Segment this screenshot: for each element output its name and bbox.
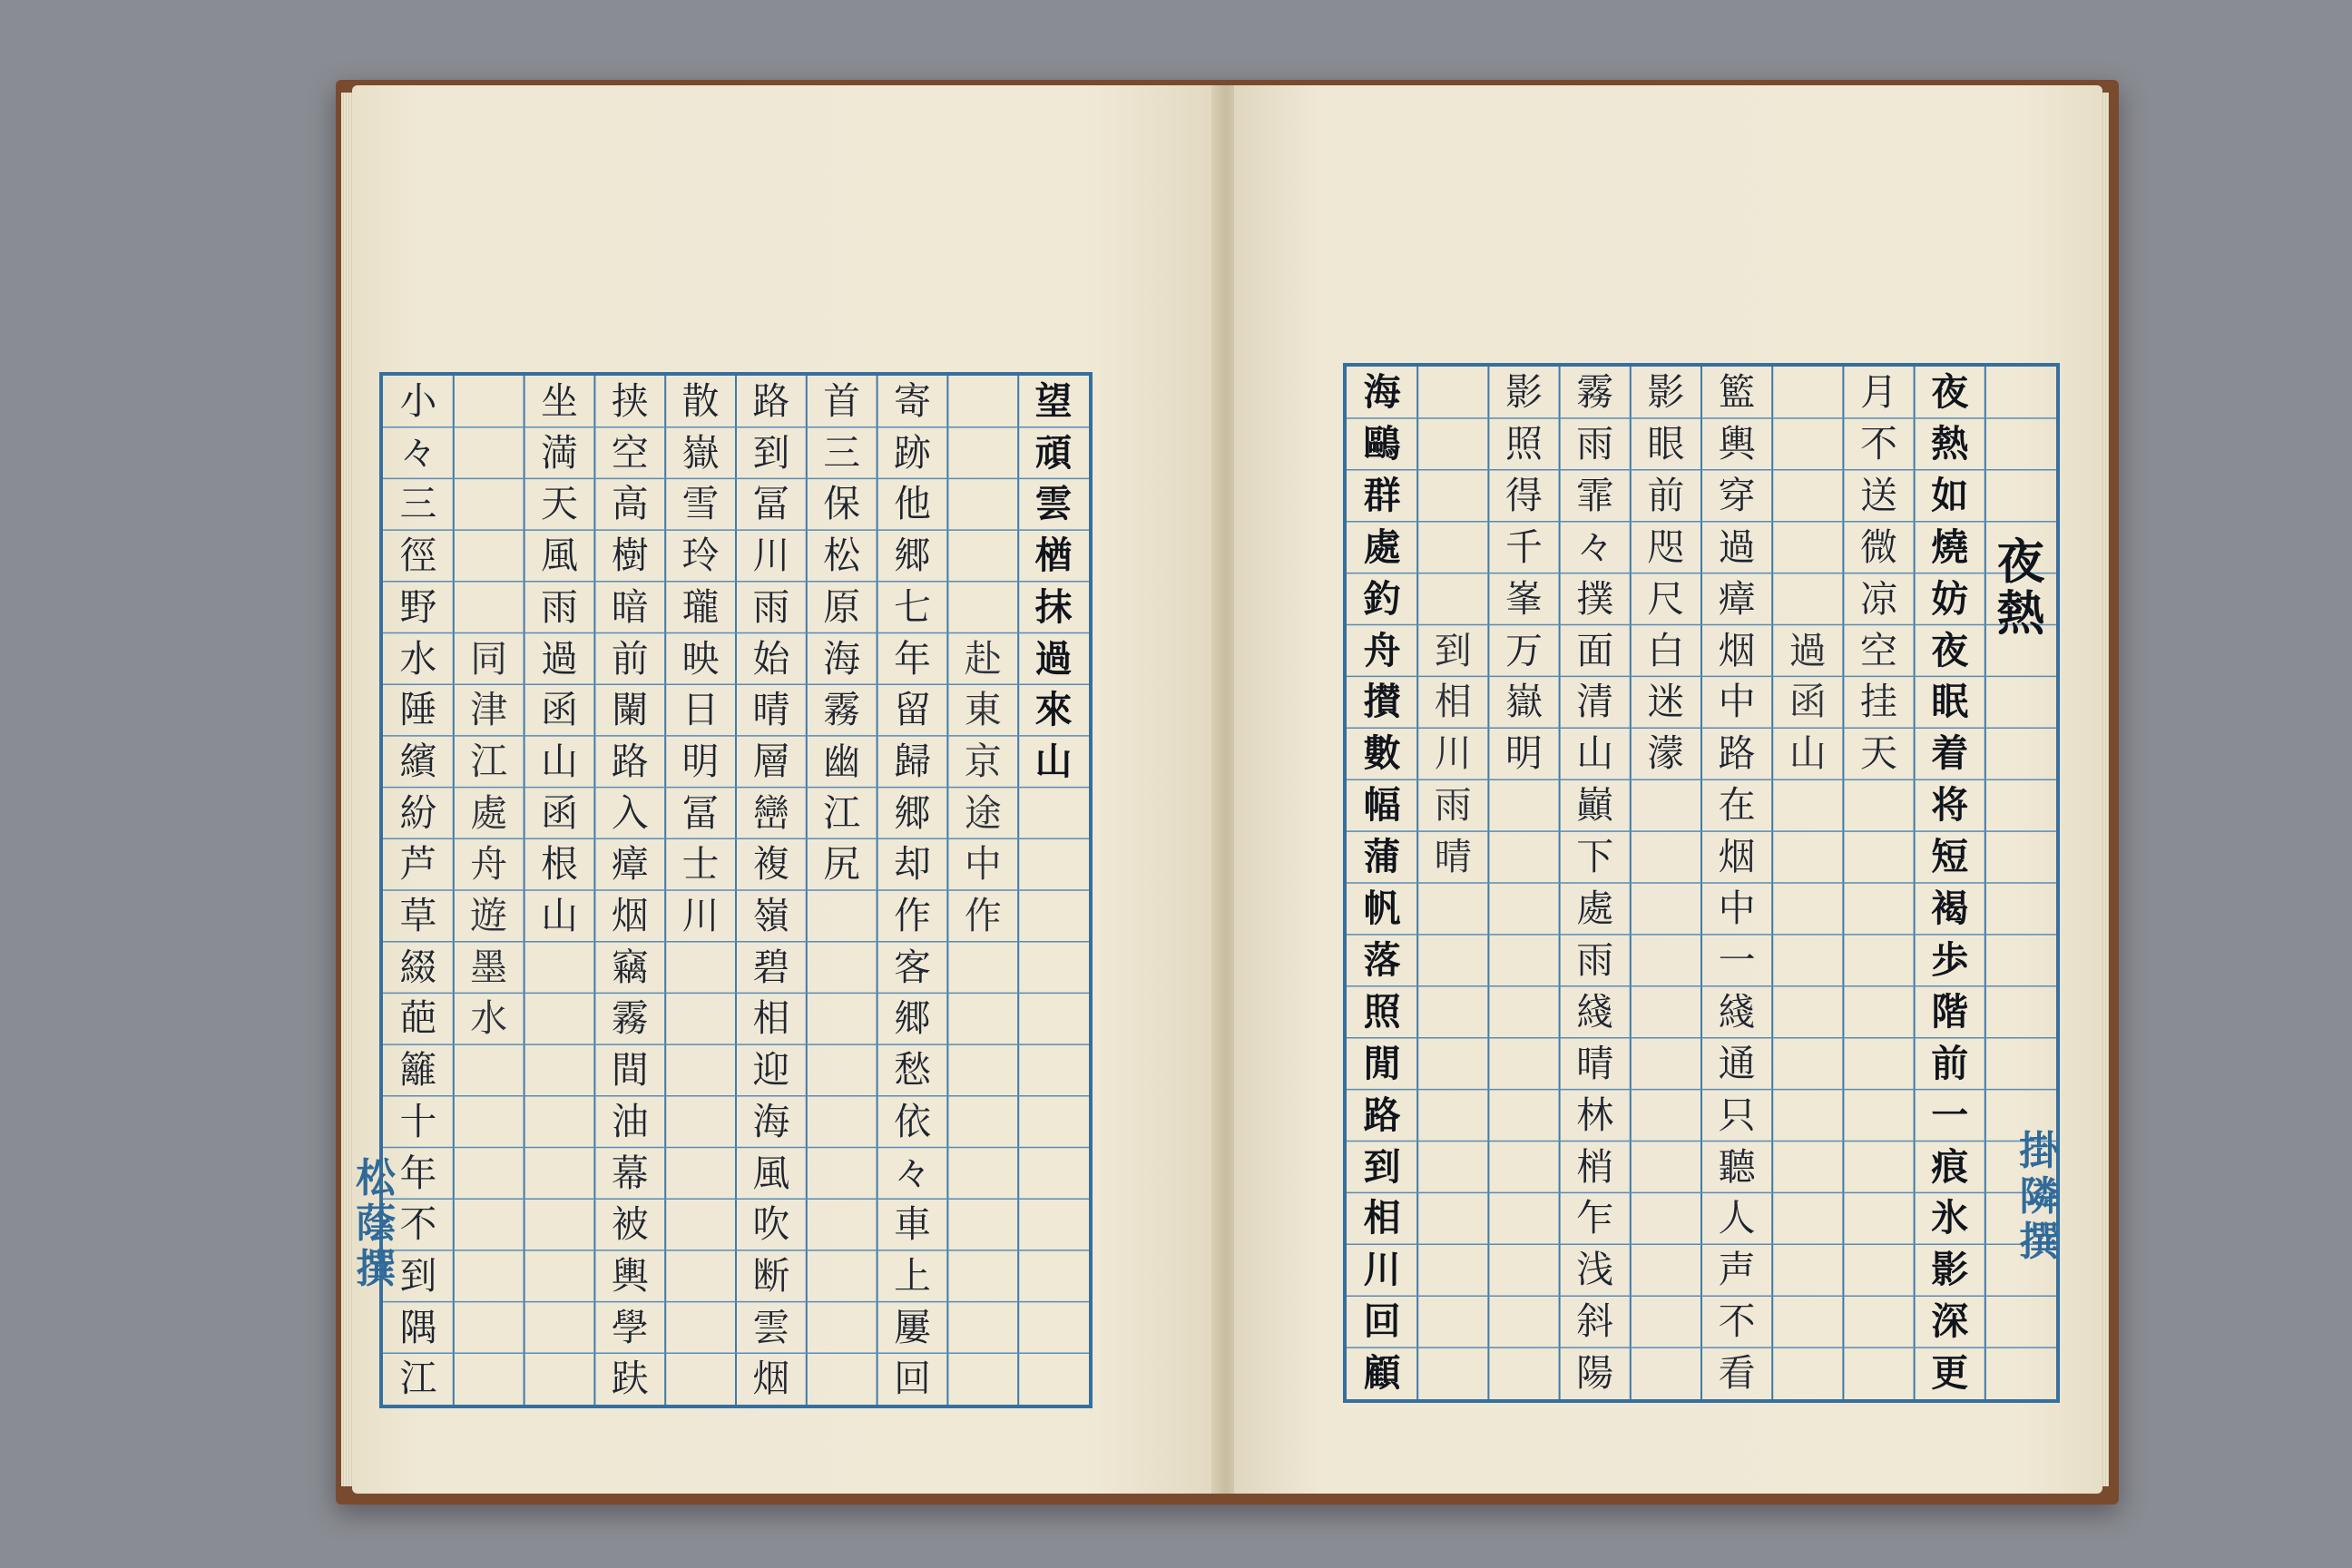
text-char: 到 xyxy=(399,1253,437,1298)
text-char: 瓏 xyxy=(681,584,720,629)
side-label-char: 撰 xyxy=(2019,1219,2059,1265)
text-char: 迷 xyxy=(1647,680,1685,724)
text-char: 年 xyxy=(399,1151,437,1195)
side-label-char: 蔭 xyxy=(356,1200,396,1247)
text-char: 京 xyxy=(964,739,1002,783)
text-char: 氷 xyxy=(1931,1196,1969,1240)
text-char: 冨 xyxy=(752,482,790,526)
text-char: 落 xyxy=(1363,937,1401,982)
text-char: 鷗 xyxy=(1363,421,1401,466)
text-char: 始 xyxy=(752,636,790,681)
text-char: 眼 xyxy=(1647,421,1685,466)
text-char: 野 xyxy=(399,584,437,629)
text-char: 綫 xyxy=(1576,989,1614,1034)
text-char: 看 xyxy=(1718,1351,1756,1396)
text-column xyxy=(1772,367,1843,1399)
text-char: 影 xyxy=(1505,370,1543,414)
text-char: 如 xyxy=(1931,473,1969,517)
text-char: 複 xyxy=(752,842,790,887)
text-char: 原 xyxy=(823,584,861,629)
text-char: 上 xyxy=(894,1253,931,1298)
text-char: 深 xyxy=(1931,1299,1969,1344)
text-char: 天 xyxy=(541,482,578,526)
text-char: 晴 xyxy=(1434,835,1472,879)
text-char: 雪 xyxy=(681,482,720,526)
text-char: 回 xyxy=(1363,1299,1401,1344)
text-column xyxy=(1347,367,1417,1399)
text-char: 歩 xyxy=(1931,937,1969,982)
text-char: 作 xyxy=(894,894,931,937)
text-char: 乍 xyxy=(1576,1196,1614,1240)
text-char: 万 xyxy=(1505,628,1543,672)
text-char: 巒 xyxy=(752,790,790,835)
left-page xyxy=(352,85,1217,1494)
text-column xyxy=(1701,367,1772,1399)
text-char: 津 xyxy=(470,688,508,732)
text-char: 作 xyxy=(964,894,1002,937)
text-char: 舟 xyxy=(1363,628,1401,672)
text-char: 不 xyxy=(1718,1299,1756,1344)
text-char: 首 xyxy=(823,379,861,423)
text-char: 屢 xyxy=(894,1305,931,1349)
text-char: 風 xyxy=(541,534,578,578)
text-char: 更 xyxy=(1931,1351,1969,1396)
text-char: 穿 xyxy=(1718,473,1756,517)
text-char: 褐 xyxy=(1931,887,1969,930)
text-char: 前 xyxy=(611,636,649,681)
text-char: 三 xyxy=(823,430,861,475)
text-char: 帆 xyxy=(1363,887,1401,930)
text-char: 下 xyxy=(1576,835,1614,879)
text-char: 日 xyxy=(681,688,720,732)
text-char: 松 xyxy=(823,534,861,578)
text-char: 雨 xyxy=(1576,421,1614,466)
text-char: 陲 xyxy=(399,688,437,732)
text-char: 照 xyxy=(1505,421,1543,466)
text-char: 夜 xyxy=(1931,628,1969,672)
left-text-grid xyxy=(379,372,1093,1408)
text-char: 間 xyxy=(611,1048,649,1093)
text-char: 挟 xyxy=(611,379,649,423)
left-page-side-label xyxy=(356,1156,396,1292)
text-char: 群 xyxy=(1363,473,1401,517)
text-char: 水 xyxy=(399,636,437,681)
text-char: 送 xyxy=(1860,473,1897,517)
text-char: 撲 xyxy=(1576,576,1614,621)
text-char: 痕 xyxy=(1931,1144,1969,1189)
text-char: 高 xyxy=(611,482,649,526)
text-char: 海 xyxy=(1363,370,1401,414)
text-char: 川 xyxy=(1434,731,1472,776)
text-char: 攅 xyxy=(1363,680,1401,724)
text-char: 通 xyxy=(1718,1041,1756,1085)
text-char: 映 xyxy=(681,636,720,681)
text-char: 車 xyxy=(894,1202,931,1247)
text-char: 層 xyxy=(752,739,790,783)
text-char: 遊 xyxy=(470,894,508,937)
text-char: 闌 xyxy=(611,688,649,732)
text-column xyxy=(1488,367,1559,1399)
text-char: 途 xyxy=(964,790,1002,835)
text-char: 路 xyxy=(611,739,649,783)
text-char: 中 xyxy=(964,842,1002,887)
text-char: 雲 xyxy=(1034,482,1073,526)
text-column xyxy=(454,376,524,1405)
text-char: 雲 xyxy=(752,1305,790,1349)
text-char: 閒 xyxy=(1363,1041,1401,1085)
text-char: 望 xyxy=(1034,379,1073,423)
text-char: 風 xyxy=(752,1151,790,1195)
text-char: 着 xyxy=(1931,731,1969,776)
text-char: 十 xyxy=(399,1099,437,1143)
text-char: 天 xyxy=(1860,731,1897,776)
text-char: 夜 xyxy=(1931,370,1969,414)
text-char: 留 xyxy=(894,688,931,732)
text-char: 川 xyxy=(681,894,720,937)
text-char: 草 xyxy=(399,894,437,937)
text-char: 同 xyxy=(470,636,508,681)
text-char: 江 xyxy=(823,790,861,835)
text-char: 散 xyxy=(681,379,720,423)
text-char: 前 xyxy=(1931,1041,1969,1085)
text-char: 綴 xyxy=(399,945,437,989)
text-char: 過 xyxy=(1718,524,1756,569)
text-char: 輿 xyxy=(611,1253,649,1298)
text-char: 過 xyxy=(1788,628,1827,672)
text-char: 東 xyxy=(964,688,1002,732)
text-char: 空 xyxy=(1860,628,1897,672)
text-char: 山 xyxy=(1576,731,1614,776)
text-char: 抹 xyxy=(1034,584,1073,629)
text-char: 不 xyxy=(399,1202,437,1247)
text-char: 一 xyxy=(1931,1093,1969,1137)
text-char: 江 xyxy=(470,739,508,783)
text-char: 晴 xyxy=(752,688,790,732)
text-char: 客 xyxy=(894,945,931,989)
text-char: 釣 xyxy=(1363,576,1401,621)
text-column xyxy=(877,376,948,1405)
text-char: 人 xyxy=(1718,1196,1756,1240)
text-char: 愁 xyxy=(894,1048,931,1093)
text-char: 籃 xyxy=(1718,370,1756,414)
text-char: 到 xyxy=(752,430,790,475)
text-char: 來 xyxy=(1034,688,1073,732)
text-char: 坐 xyxy=(541,379,578,423)
text-char: 燒 xyxy=(1931,524,1969,569)
text-char: 芦 xyxy=(399,842,437,887)
text-char: 却 xyxy=(894,842,931,887)
text-char: 面 xyxy=(1576,628,1614,672)
text-char: 被 xyxy=(611,1202,649,1247)
text-char: 玲 xyxy=(681,534,720,578)
text-char: 峯 xyxy=(1505,576,1543,621)
text-char: 士 xyxy=(681,842,720,887)
text-char: 川 xyxy=(1363,1248,1401,1292)
text-char: 咫 xyxy=(1647,524,1685,569)
text-char: 々 xyxy=(399,430,437,475)
text-char: 油 xyxy=(611,1099,649,1143)
text-char: 輿 xyxy=(1718,421,1756,466)
text-column xyxy=(524,376,595,1405)
text-char: 竊 xyxy=(611,945,649,989)
text-char: 凉 xyxy=(1860,576,1897,621)
text-char: 霧 xyxy=(611,996,649,1041)
text-char: 嶽 xyxy=(1505,680,1543,724)
text-column xyxy=(1631,367,1701,1399)
text-char: 年 xyxy=(894,636,931,681)
text-char: 路 xyxy=(752,379,790,423)
text-column xyxy=(1915,367,1985,1399)
text-char: 々 xyxy=(1576,524,1614,569)
open-book xyxy=(336,80,2119,1504)
text-char: 吹 xyxy=(752,1202,790,1247)
text-char: 川 xyxy=(752,534,790,578)
text-char: 千 xyxy=(1505,524,1543,569)
text-char: 郷 xyxy=(894,534,931,578)
text-char: 得 xyxy=(1505,473,1543,517)
text-char: 一 xyxy=(1718,937,1756,982)
text-char: 函 xyxy=(1788,680,1827,724)
text-column xyxy=(736,376,807,1405)
right-page-side-label xyxy=(2019,1129,2059,1265)
text-char: 晴 xyxy=(1576,1041,1614,1085)
text-char: 過 xyxy=(1034,636,1073,681)
text-char: 赴 xyxy=(964,636,1002,681)
text-char: 清 xyxy=(1576,680,1614,724)
text-char: 在 xyxy=(1718,783,1756,828)
text-char: 断 xyxy=(752,1253,790,1298)
text-char: 水 xyxy=(470,996,508,1041)
text-char: 照 xyxy=(1363,989,1401,1034)
side-label-char: 隣 xyxy=(2019,1173,2059,1220)
text-char: 聽 xyxy=(1718,1144,1756,1189)
text-column xyxy=(1560,367,1631,1399)
text-char: 根 xyxy=(541,842,578,887)
text-char: 路 xyxy=(1363,1093,1401,1137)
text-char: 烟 xyxy=(752,1357,790,1401)
text-char: 挂 xyxy=(1860,680,1897,724)
text-char: 歸 xyxy=(894,739,931,783)
text-char: 路 xyxy=(1718,731,1756,776)
text-char: 依 xyxy=(894,1099,931,1143)
text-column xyxy=(947,376,1018,1405)
text-char: 徑 xyxy=(399,534,437,578)
text-char: 碧 xyxy=(752,945,790,989)
text-char: 斜 xyxy=(1576,1299,1614,1344)
text-char: 濛 xyxy=(1647,731,1685,776)
text-char: 烟 xyxy=(611,894,649,937)
text-char: 他 xyxy=(894,482,931,526)
side-label-char: 掛 xyxy=(2019,1128,2059,1174)
text-char: 雨 xyxy=(1576,937,1614,982)
text-char: 将 xyxy=(1931,783,1969,828)
text-char: 葩 xyxy=(399,996,437,1041)
text-char: 熱 xyxy=(1996,585,2045,642)
text-char: 處 xyxy=(470,790,508,835)
text-char: 海 xyxy=(752,1099,790,1143)
text-char: 蒲 xyxy=(1363,835,1401,879)
text-char: 函 xyxy=(541,790,578,835)
text-char: 不 xyxy=(1860,421,1897,466)
text-column xyxy=(1417,367,1488,1399)
side-label-char: 撰 xyxy=(356,1246,396,1292)
text-char: 雨 xyxy=(541,584,578,629)
text-char: 浅 xyxy=(1576,1248,1614,1292)
text-char: 海 xyxy=(823,636,861,681)
text-column xyxy=(807,376,877,1405)
text-char: 明 xyxy=(681,739,720,783)
text-char: 声 xyxy=(1718,1248,1756,1292)
text-column xyxy=(594,376,665,1405)
text-char: 七 xyxy=(894,584,931,629)
text-char: 三 xyxy=(399,482,437,526)
text-char: 相 xyxy=(1363,1196,1401,1240)
text-char: 相 xyxy=(1434,680,1472,724)
text-char: 月 xyxy=(1860,370,1897,414)
text-char: 學 xyxy=(611,1305,649,1349)
text-char: 綫 xyxy=(1718,989,1756,1034)
text-char: 趺 xyxy=(611,1357,649,1401)
text-char: 階 xyxy=(1931,989,1969,1034)
text-char: 白 xyxy=(1647,628,1685,672)
text-char: 隅 xyxy=(399,1305,437,1349)
text-char: 熱 xyxy=(1931,421,1969,466)
text-column xyxy=(1843,367,1914,1399)
text-char: 顧 xyxy=(1363,1351,1401,1396)
text-char: 幅 xyxy=(1363,783,1401,828)
text-char: 嶽 xyxy=(681,430,720,475)
text-char: 舟 xyxy=(470,842,508,887)
text-char: 霧 xyxy=(823,688,861,732)
text-char: 影 xyxy=(1931,1248,1969,1292)
text-char: 瘴 xyxy=(611,842,649,887)
text-char: 跡 xyxy=(894,430,931,475)
text-char: 頑 xyxy=(1034,430,1073,475)
text-char: 巓 xyxy=(1576,783,1614,828)
text-char: 々 xyxy=(894,1151,931,1195)
right-text-grid xyxy=(1343,363,2060,1403)
text-char: 烟 xyxy=(1718,628,1756,672)
text-char: 小 xyxy=(399,379,437,423)
text-column xyxy=(665,376,736,1405)
text-char: 郷 xyxy=(894,996,931,1041)
text-char: 函 xyxy=(541,688,578,732)
text-char: 陽 xyxy=(1576,1351,1614,1396)
right-page xyxy=(1234,85,2102,1494)
text-char: 入 xyxy=(611,790,649,835)
text-char: 雨 xyxy=(752,584,790,629)
text-char: 山 xyxy=(541,739,578,783)
text-char: 到 xyxy=(1434,628,1472,672)
text-char: 烟 xyxy=(1718,835,1756,879)
text-char: 樹 xyxy=(611,534,649,578)
text-char: 山 xyxy=(1788,731,1827,776)
text-char: 瘴 xyxy=(1718,576,1756,621)
text-char: 保 xyxy=(823,482,861,526)
text-char: 處 xyxy=(1576,887,1614,930)
text-char: 尻 xyxy=(823,842,861,887)
text-char: 籬 xyxy=(399,1048,437,1093)
text-column xyxy=(1018,376,1089,1405)
side-label-char: 松 xyxy=(356,1155,396,1201)
text-char: 眠 xyxy=(1931,680,1969,724)
text-char: 中 xyxy=(1718,680,1756,724)
text-char: 紛 xyxy=(399,790,437,835)
text-char: 嶺 xyxy=(752,894,790,937)
text-char: 梢 xyxy=(1576,1144,1614,1189)
text-char: 夜 xyxy=(1996,534,2045,590)
text-char: 山 xyxy=(541,894,578,937)
text-char: 雨 xyxy=(1434,783,1472,828)
text-char: 幽 xyxy=(823,739,861,783)
text-char: 迎 xyxy=(752,1048,790,1093)
text-char: 寄 xyxy=(894,379,931,423)
text-char: 霏 xyxy=(1576,473,1614,517)
text-char: 回 xyxy=(894,1357,931,1401)
text-char: 墨 xyxy=(470,945,508,989)
text-char: 林 xyxy=(1576,1093,1614,1137)
text-char: 郷 xyxy=(894,790,931,835)
text-char: 中 xyxy=(1718,887,1756,930)
text-char: 影 xyxy=(1647,370,1685,414)
text-char: 満 xyxy=(541,430,578,475)
text-char: 數 xyxy=(1363,731,1401,776)
text-char: 只 xyxy=(1718,1093,1756,1137)
text-char: 繽 xyxy=(399,739,437,783)
text-char: 處 xyxy=(1363,524,1401,569)
text-char: 山 xyxy=(1034,739,1073,783)
text-char: 明 xyxy=(1505,731,1543,776)
text-char: 短 xyxy=(1931,835,1969,879)
text-char: 過 xyxy=(541,636,578,681)
text-char: 空 xyxy=(611,430,649,475)
text-char: 冨 xyxy=(681,790,720,835)
text-char: 楢 xyxy=(1034,534,1073,578)
text-char: 尺 xyxy=(1647,576,1685,621)
text-char: 霧 xyxy=(1576,370,1614,414)
text-char: 前 xyxy=(1647,473,1685,517)
text-char: 到 xyxy=(1363,1144,1401,1189)
text-char: 相 xyxy=(752,996,790,1041)
text-char: 妨 xyxy=(1931,576,1969,621)
text-char: 微 xyxy=(1860,524,1897,569)
text-char: 江 xyxy=(399,1357,437,1401)
text-char: 暗 xyxy=(611,584,649,629)
text-char: 幕 xyxy=(611,1151,649,1195)
